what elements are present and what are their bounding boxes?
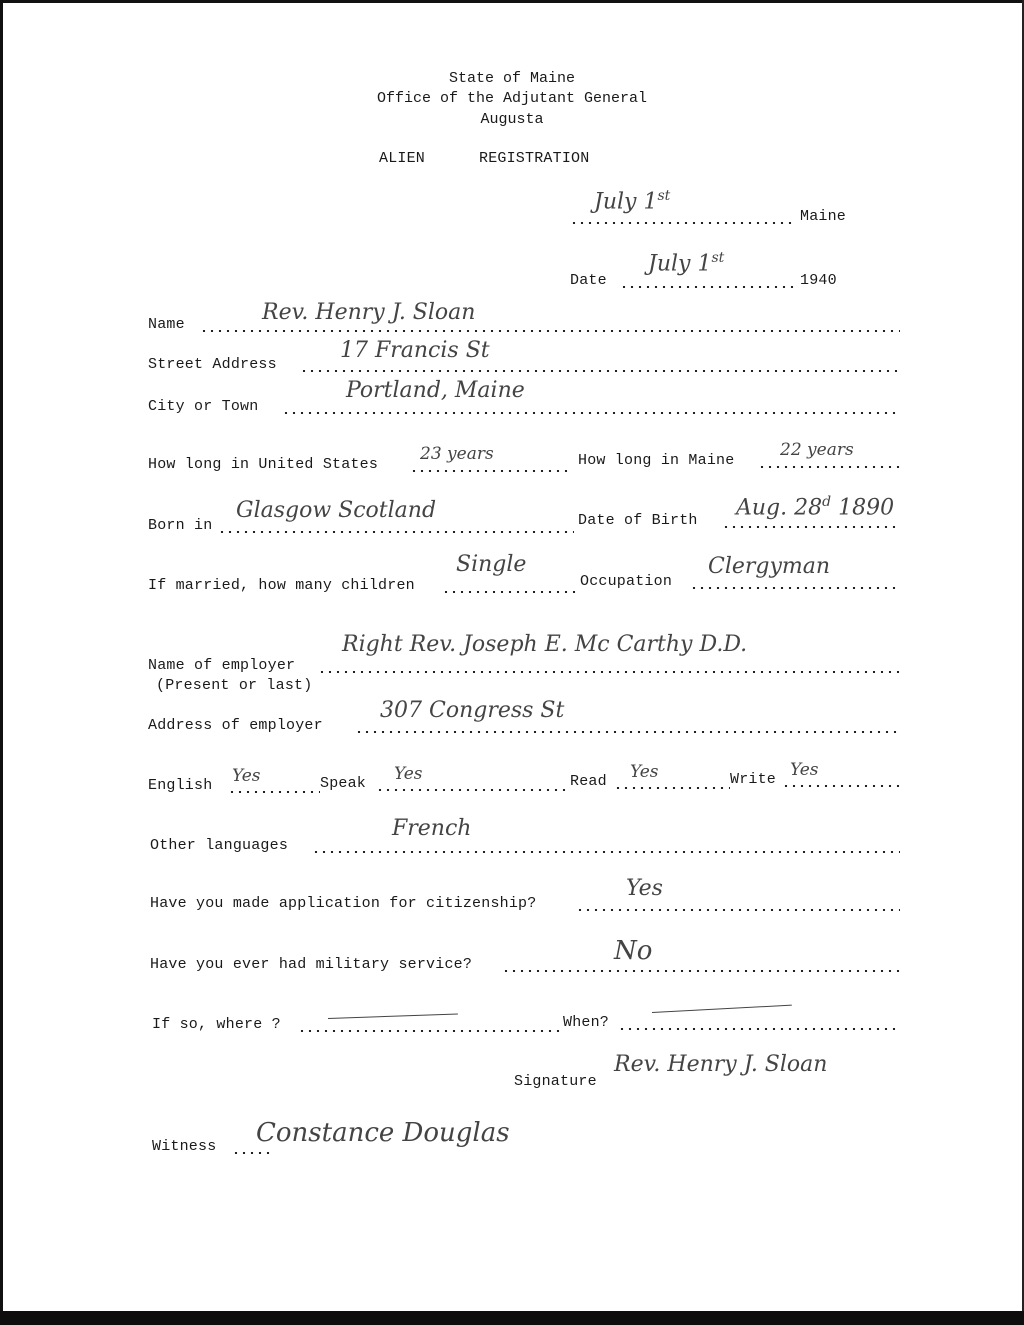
how-long-maine-label: How long in Maine (578, 452, 735, 469)
english-handwritten: Yes (232, 766, 261, 786)
scan-border-top (0, 0, 1024, 3)
born-in-label: Born in (148, 517, 213, 534)
when-dash-line (652, 1005, 792, 1013)
employer-handwritten: Right Rev. Joseph E. Mc Carthy D.D. (342, 632, 748, 657)
scan-border-left (0, 0, 3, 1325)
dob-label: Date of Birth (578, 512, 698, 529)
military-dots (502, 970, 900, 972)
signature-handwritten: Rev. Henry J. Sloan (614, 1052, 828, 1077)
children-dots (442, 591, 576, 593)
how-long-us-handwritten: 23 years (420, 444, 494, 464)
city-dots (282, 412, 900, 414)
occupation-dots (690, 587, 900, 589)
date-dots (620, 286, 796, 288)
how-long-us-label: How long in United States (148, 456, 379, 473)
read-dots (614, 787, 730, 789)
speak-handwritten: Yes (394, 764, 423, 784)
street-dots (300, 370, 900, 372)
employer-address-label: Address of employer (148, 717, 323, 734)
write-label: Write (730, 771, 777, 788)
date-label: Date (570, 272, 607, 289)
if-so-where-dots (298, 1030, 560, 1032)
place-date-handwritten: July 1st (594, 188, 671, 215)
place-dots (570, 222, 796, 224)
children-handwritten: Single (456, 552, 527, 577)
where-dash-line (328, 1013, 458, 1019)
speak-label: Speak (320, 775, 367, 792)
read-label: Read (570, 773, 607, 790)
name-handwritten: Rev. Henry J. Sloan (262, 300, 476, 325)
military-label: Have you ever had military service? (150, 956, 473, 973)
citizenship-dots (576, 909, 900, 911)
street-handwritten: 17 Francis St (340, 338, 490, 363)
if-so-where-label: If so, where ? (152, 1016, 281, 1033)
header-state: State of Maine (448, 70, 576, 87)
how-long-maine-handwritten: 22 years (780, 440, 854, 460)
other-languages-label: Other languages (150, 837, 289, 854)
signature-label: Signature (514, 1073, 597, 1090)
citizenship-label: Have you made application for citizenship? (150, 895, 537, 912)
witness-dots (232, 1152, 272, 1154)
city-label: City or Town (148, 398, 259, 415)
witness-handwritten: Constance Douglas (256, 1118, 510, 1148)
born-in-handwritten: Glasgow Scotland (236, 498, 437, 523)
employer-dots (318, 671, 900, 673)
read-handwritten: Yes (630, 762, 659, 782)
dob-dots (722, 526, 900, 528)
other-languages-handwritten: French (392, 816, 472, 841)
when-label: When? (563, 1014, 610, 1031)
how-long-us-dots (410, 470, 570, 472)
occupation-handwritten: Clergyman (708, 554, 831, 579)
witness-label: Witness (152, 1138, 217, 1155)
employer-sublabel: (Present or last) (156, 677, 313, 694)
employer-label: Name of employer (148, 657, 296, 674)
other-languages-dots (312, 851, 900, 853)
scan-border-bottom (0, 1311, 1024, 1325)
english-dots (228, 791, 320, 793)
year-label: 1940 (800, 272, 837, 289)
name-dots (200, 330, 900, 332)
born-in-dots (218, 531, 574, 533)
city-handwritten: Portland, Maine (346, 378, 525, 403)
employer-address-dots (355, 731, 900, 733)
speak-dots (376, 789, 570, 791)
military-handwritten: No (614, 936, 653, 966)
english-label: English (148, 777, 213, 794)
how-long-maine-dots (758, 466, 900, 468)
citizenship-handwritten: Yes (626, 876, 663, 901)
children-label: If married, how many children (148, 577, 415, 594)
form-title-alien: ALIEN (379, 150, 426, 167)
name-label: Name (148, 316, 185, 333)
employer-address-handwritten: 307 Congress St (380, 698, 565, 723)
dob-handwritten: Aug. 28$^d$ 1890 (736, 494, 895, 521)
occupation-label: Occupation (580, 573, 673, 590)
header-city: Augusta (480, 111, 544, 128)
street-label: Street Address (148, 356, 277, 373)
form-title-registration: REGISTRATION (479, 150, 590, 167)
date-handwritten: July 1st (648, 250, 725, 277)
maine-label: Maine (800, 208, 847, 225)
when-dots (618, 1028, 900, 1030)
write-dots (782, 785, 900, 787)
write-handwritten: Yes (790, 760, 819, 780)
header-office: Office of the Adjutant General (376, 90, 648, 107)
